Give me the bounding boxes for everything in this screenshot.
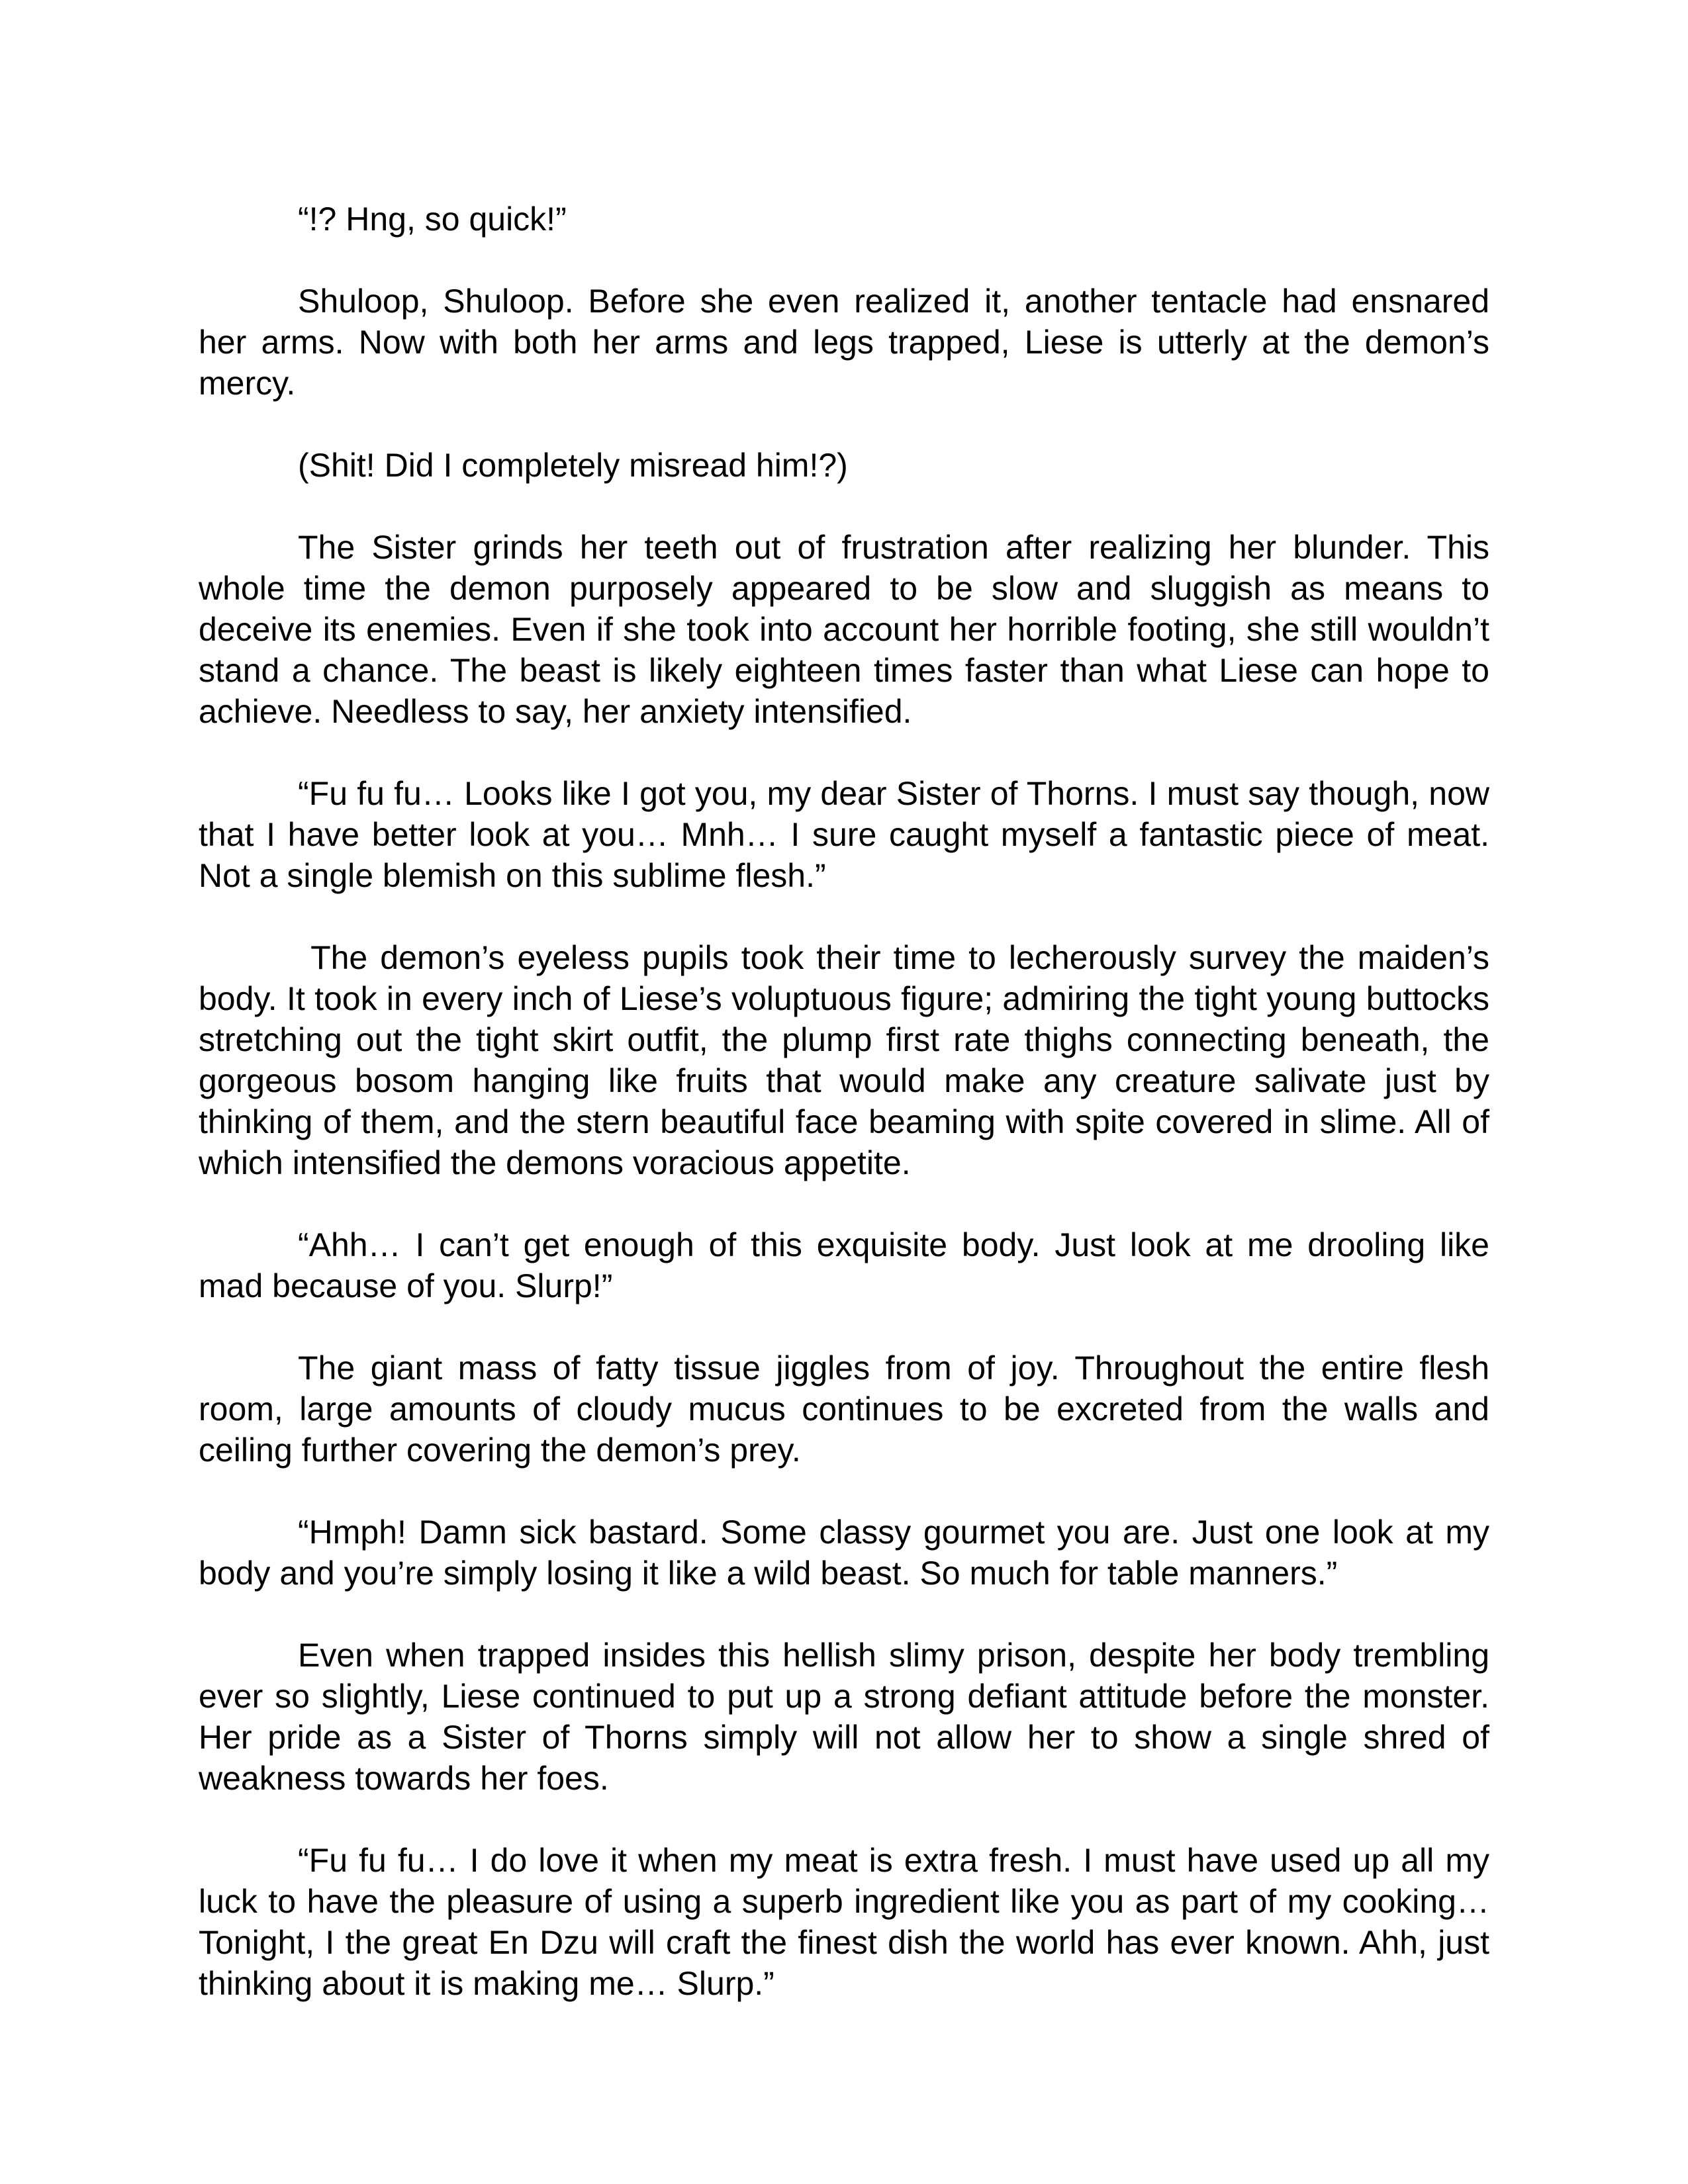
paragraph-fatty-tissue-jiggles: The giant mass of fatty tissue jiggles from of joy. Throughout the entire flesh room, large amounts of cloudy mucus continues to be excreted from the walls and ceiling further covering the demon’s prey. [199, 1349, 1489, 1469]
paragraph-demon-surveys-body: The demon’s eyeless pupils took their time to lecherously survey the maiden’s body. It took in every inch of Liese’s voluptuous figure; admiring the tight young buttocks stretching out the tight skirt outfit, the plump first rate thighs connecting beneath, the gorgeous bosom hanging like fruits that would make any creature salivate just by thinking of them, and the stern beautiful face beaming with spite covered in slime. All of which intensified the demons voracious appetite. [199, 939, 1489, 1181]
paragraph-dialogue-got-you: “Fu fu fu… Looks like I got you, my dear Sister of Thorns. I must say though, now that I have better look at you… Mnh… I sure caught myself a fantastic piece of meat. Not a single blemish on this sublime flesh.” [199, 775, 1489, 894]
paragraph-sister-grinds-teeth: The Sister grinds her teeth out of frustration after realizing her blunder. This whole time the demon purposely appeared to be slow and sluggish as means to deceive its enemies. Even if she took into account her horrible footing, she still wouldn’t stand a chance. The beast is likely eighteen times faster than what Liese can hope to achieve. Needless to say, her anxiety intensified. [199, 529, 1489, 730]
page-text-block [199, 199, 1489, 2004]
paragraph-shuloop-tentacle: Shuloop, Shuloop. Before she even realized it, another tentacle had ensnared her arms. Now with both her arms and legs trapped, Liese is utterly at the demon’s mercy. [199, 283, 1489, 402]
paragraph-inner-thought-misread: (Shit! Did I completely misread him!?) [298, 447, 848, 484]
paragraph-dialogue-so-quick: “!? Hng, so quick!” [298, 201, 567, 238]
paragraph-dialogue-table-manners: “Hmph! Damn sick bastard. Some classy gourmet you are. Just one look at my body and you’re simply losing it like a wild beast. So much for table manners.” [199, 1514, 1489, 1592]
paragraph-liese-defiant: Even when trapped insides this hellish slimy prison, despite her body trembling ever so slightly, Liese continued to put up a strong defiant attitude before the monster. Her pride as a Sister of Thorns simply will not allow her to show a single shred of weakness towards her foes. [199, 1637, 1489, 1797]
paragraph-dialogue-exquisite-body: “Ahh… I can’t get enough of this exquisite body. Just look at me drooling like mad because of you. Slurp!” [199, 1226, 1489, 1304]
paragraph-dialogue-finest-dish: “Fu fu fu… I do love it when my meat is extra fresh. I must have used up all my luck to have the pleasure of using a superb ingredient like you as part of my cooking… Tonight, I the great En Dzu will craft the finest dish the world has ever known. Ahh, just thinking about it is making me… Slurp.” [199, 1842, 1489, 2002]
